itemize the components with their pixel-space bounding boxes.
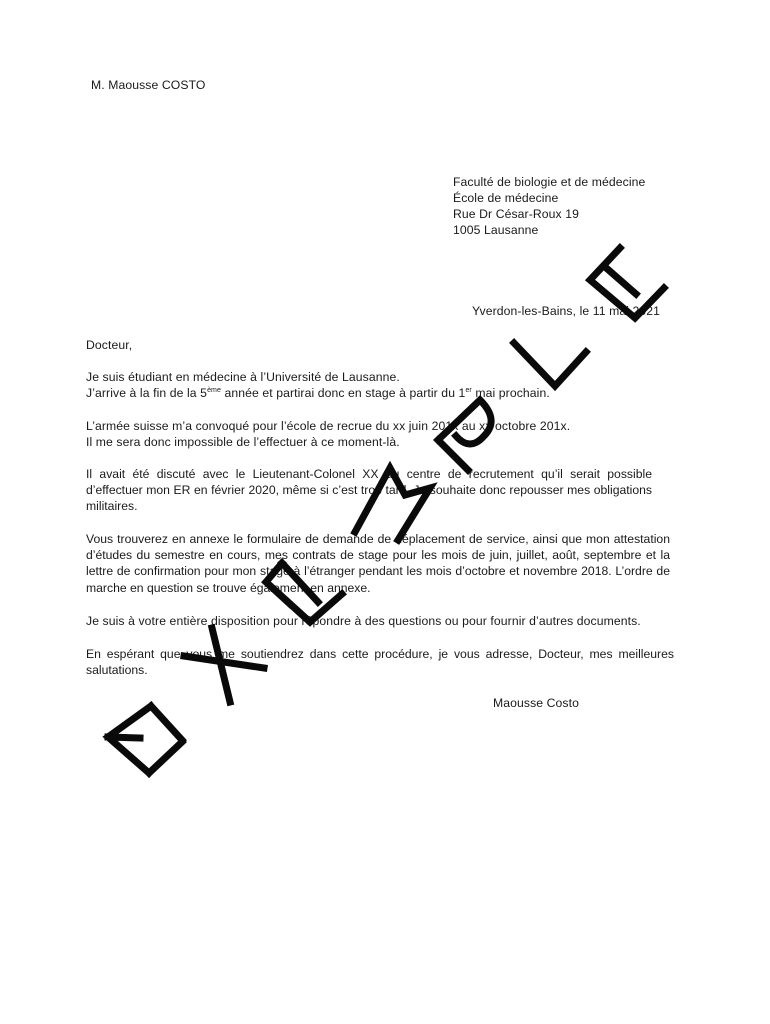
closing-paragraph: En espérant que vous me soutiendrez dans cette procédure, je vous adresse, Docteur, mes meilleures salutations. bbox=[86, 647, 674, 678]
recipient-line-3: Rue Dr César-Roux 19 bbox=[453, 207, 579, 221]
recipient-line-2: École de médecine bbox=[453, 191, 559, 205]
signature: Maousse Costo bbox=[493, 696, 579, 710]
paragraph-4: Vous trouverez en annexe le formulaire de demande de déplacement de service, ainsi que mon attestation d’études du semestre en cours, mes contrats de stage pour les mois de juin, juillet, août, septembre et la lettre de confirmation pour mon stage à l’étranger pendant les mois d’octobre et novembre 2018. L’ordre de marche en question se trouve également en annexe. bbox=[86, 532, 670, 595]
recipient-line-1: Faculté de biologie et de médecine bbox=[453, 175, 646, 189]
superscript: ème bbox=[207, 387, 221, 394]
paragraph-1-line-1: Je suis étudiant en médecine à l’Université de Lausanne. bbox=[86, 370, 400, 384]
paragraph-5: Je suis à votre entière disposition pour répondre à des questions ou pour fournir d’autres documents. bbox=[86, 614, 641, 628]
watermark-letter-p bbox=[438, 400, 491, 470]
paragraph-1-line-2 bbox=[86, 385, 550, 401]
watermark-letter-e1-shape bbox=[108, 706, 182, 773]
paragraph-2-line-2: Il me sera donc impossible de l’effectuer à ce moment-là. bbox=[86, 435, 400, 449]
paragraph-3: Il avait été discuté avec le Lieutenant-Colonel XX du centre de recrutement qu’il serait possible d’effectuer mon ER en février 2020, même si c’est trop tard. Je souhaite donc repousser mes obligations militaires. bbox=[86, 467, 652, 514]
watermark-letter-l bbox=[514, 343, 586, 386]
paragraph-2-line-1: L’armée suisse m’a convoqué pour l’école de recrue du xx juin 201x au xx octobre 201x. bbox=[86, 419, 571, 433]
text-span: J’arrive à la fin de la 5 bbox=[86, 386, 208, 400]
sender-name: M. Maousse COSTO bbox=[91, 78, 206, 92]
salutation: Docteur, bbox=[86, 338, 133, 352]
text-span: année et partirai donc en stage à partir du 1 bbox=[220, 386, 466, 400]
text-span: mai prochain. bbox=[471, 386, 550, 400]
date-line: Yverdon-les-Bains, le 11 mai 2021 bbox=[472, 304, 661, 318]
recipient-line-4: 1005 Lausanne bbox=[453, 223, 539, 237]
superscript: er bbox=[465, 387, 472, 394]
